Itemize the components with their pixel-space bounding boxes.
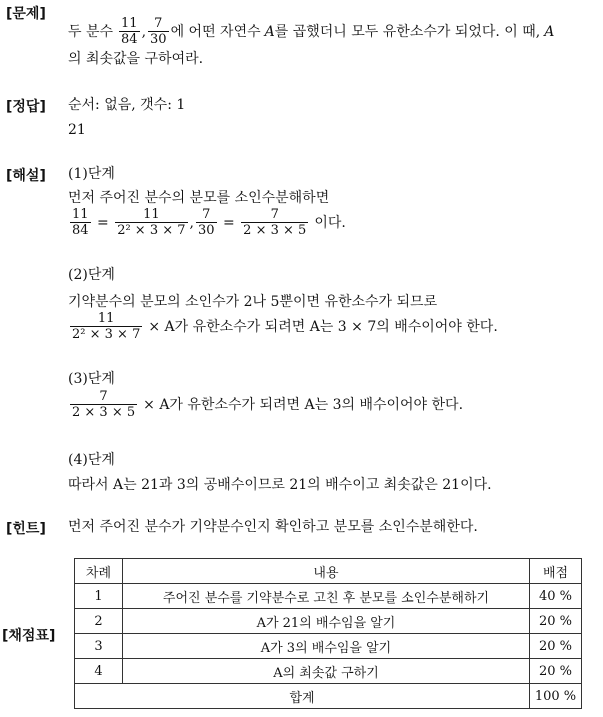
header-content: 내용 xyxy=(122,559,529,584)
denominator: 2 × 3 × 5 xyxy=(243,223,307,238)
row-order: 2 xyxy=(75,609,123,634)
equals-sign: = xyxy=(92,214,114,231)
row-content: A의 최솟값 구하기 xyxy=(122,659,529,684)
denominator: 2 × 3 × 5 xyxy=(72,405,136,420)
numerator: 7 xyxy=(70,389,137,405)
step2-title: (2)단계 xyxy=(68,267,115,283)
numerator: 7 xyxy=(196,207,217,223)
solution-label: [해설] xyxy=(6,168,46,184)
total-row xyxy=(75,684,582,709)
numerator: 11 xyxy=(121,16,138,31)
problem-line-2: 의 최솟값을 구하여라. xyxy=(68,51,204,67)
step1-equation: $\frac{11}{84}$ = $\frac{11}{\text{2² × 3 × 7}}$ , $\frac{7}{30}$ = $\frac{7}{2 \times 3 \times 5}$ 이다. xyxy=(72,207,346,238)
table-row xyxy=(75,584,582,609)
variable-a: A xyxy=(544,23,555,40)
fraction xyxy=(70,207,91,238)
problem-text-pre: 두 분수 xyxy=(68,23,114,40)
variable-a: A xyxy=(264,23,275,40)
row-order: 1 xyxy=(75,584,123,609)
denominator: 84 xyxy=(72,223,89,238)
problem-text-post: 를 곱했더니 모두 유한소수가 되었다. 이 때, xyxy=(274,23,541,40)
denominator: 2² × 3 × 7 xyxy=(72,327,141,342)
numerator: 11 xyxy=(70,311,142,327)
fraction-11-84 xyxy=(119,16,140,47)
step2-equation xyxy=(68,311,498,342)
step2-text: 기약분수의 분모의 소인수가 2나 5뿐이면 유한소수가 되므로 xyxy=(68,294,438,310)
rubric-table xyxy=(74,558,582,709)
numerator: 7 xyxy=(241,207,308,223)
denominator: 84 xyxy=(121,32,138,47)
step1-title: (1)단계 xyxy=(68,166,115,182)
total-label: 합계 xyxy=(75,684,530,709)
rubric-header-row xyxy=(75,559,582,584)
row-content: 주어진 분수를 기약분수로 고친 후 분모를 소인수분해하기 xyxy=(122,584,529,609)
row-score: 20 % xyxy=(530,609,582,634)
fraction xyxy=(196,207,217,238)
hint-label: [힌트] xyxy=(6,521,46,537)
table-row xyxy=(75,634,582,659)
answer-line-1: 순서: 없음, 갯수: 1 xyxy=(68,97,186,113)
step1-text: 먼저 주어진 분수의 분모를 소인수분해하면 xyxy=(68,190,330,206)
hint-text: 먼저 주어진 분수가 기약분수인지 확인하고 분모를 소인수분해한다. xyxy=(68,519,478,535)
numerator: 11 xyxy=(72,207,89,222)
rubric-label: [채점표] xyxy=(2,628,56,644)
total-value: 100 % xyxy=(530,684,582,709)
table-row xyxy=(75,659,582,684)
row-score: 40 % xyxy=(530,584,582,609)
denominator: 30 xyxy=(197,223,215,238)
row-order: 4 xyxy=(75,659,123,684)
answer-value: 21 xyxy=(68,122,86,138)
fraction xyxy=(70,389,137,420)
header-score: 배점 xyxy=(530,559,582,584)
table-row xyxy=(75,609,582,634)
step3-equation xyxy=(68,389,463,420)
problem-text-mid: 에 어떤 자연수 xyxy=(170,23,261,40)
fraction xyxy=(241,207,308,238)
step4-title: (4)단계 xyxy=(68,452,115,468)
numerator: 7 xyxy=(148,16,169,32)
row-score: 20 % xyxy=(530,659,582,684)
problem-line-1: 두 분수 $\frac{11}{84}$ , $\frac{7}{30}$ 에 어떤 자연수 A 를 곱했더니 모두 유한소수가 되었다. 이 때, A xyxy=(68,16,555,47)
denominator: 2² × 3 × 7 xyxy=(117,223,186,238)
fraction xyxy=(115,207,187,238)
answer-label: [정답] xyxy=(6,99,46,115)
row-order: 3 xyxy=(75,634,123,659)
problem-label: [문제] xyxy=(6,6,46,22)
row-content: A가 21의 배수임을 알기 xyxy=(122,609,529,634)
step3-title: (3)단계 xyxy=(68,371,115,387)
row-content: A가 3의 배수임을 알기 xyxy=(122,634,529,659)
header-order: 차례 xyxy=(75,559,123,584)
fraction xyxy=(70,311,142,342)
equals-sign: = xyxy=(218,214,240,231)
row-score: 20 % xyxy=(530,634,582,659)
step1-end-text: 이다. xyxy=(314,214,346,231)
fraction-7-30 xyxy=(148,16,169,47)
step3-result-text: × A가 유한소수가 되려면 A는 3의 배수이어야 한다. xyxy=(143,396,464,413)
step2-result-text: × A가 유한소수가 되려면 A는 3 × 7의 배수이어야 한다. xyxy=(148,318,498,335)
denominator: 30 xyxy=(150,32,167,47)
numerator: 11 xyxy=(115,207,187,223)
step4-text: 따라서 A는 21과 3의 공배수이므로 21의 배수이고 최솟값은 21이다. xyxy=(68,477,492,493)
